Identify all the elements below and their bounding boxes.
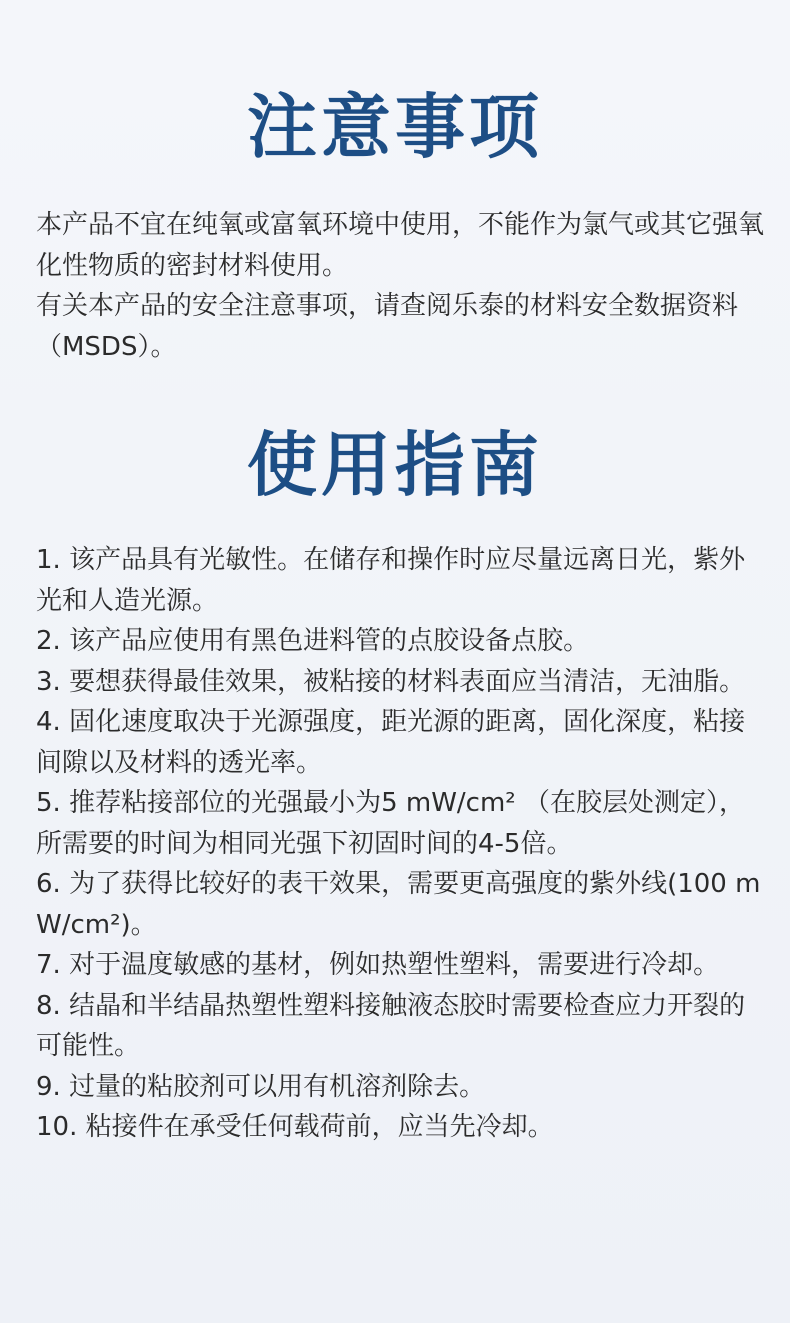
guide-item: 2. 该产品应使用有黑色进料管的点胶设备点胶。 bbox=[36, 626, 590, 656]
guide-item: 8. 结晶和半结晶热塑性塑料接触液态胶时需要检查应力开裂的可能性。 bbox=[36, 990, 746, 1061]
guide-section-title: 使用指南 bbox=[247, 424, 543, 506]
notes-paragraph-msds: 有关本产品的安全注意事项，请查阅乐泰的材料安全数据资料（MSDS）。 bbox=[36, 291, 739, 362]
notes-paragraph-oxygen: 本产品不宜在纯氧或富氧环境中使用，不能作为氯气或其它强氧化性物质的密封材料使用。 bbox=[36, 210, 765, 281]
notes-section-title: 注意事项 bbox=[247, 86, 543, 168]
guide-item: 3. 要想获得最佳效果，被粘接的材料表面应当清洁，无油脂。 bbox=[36, 666, 746, 697]
guide-item: 6. 为了获得比较好的表干效果，需要更高强度的紫外线(100 mW/cm²)。 bbox=[36, 869, 761, 940]
guide-list bbox=[36, 540, 766, 1148]
guide-item: 5. 推荐粘接部位的光强最小为5 mW/cm² （在胶层处测定），所需要的时间为相同光强下初固时间的4-5倍。 bbox=[36, 788, 745, 859]
guide-item: 10. 粘接件在承受任何载荷前，应当先冷却。 bbox=[36, 1112, 554, 1142]
guide-item: 7. 对于温度敏感的基材，例如热塑性塑料，需要进行冷却。 bbox=[36, 950, 720, 980]
guide-item: 9. 过量的粘胶剂可以用有机溶剂除去。 bbox=[36, 1071, 486, 1102]
notes-content bbox=[36, 205, 766, 367]
guide-item: 1. 该产品具有光敏性。在储存和操作时应尽量远离日光，紫外光和人造光源。 bbox=[36, 545, 746, 616]
guide-item: 4. 固化速度取决于光源强度，距光源的距离，固化深度，粘接间隙以及材料的透光率。 bbox=[36, 707, 746, 778]
